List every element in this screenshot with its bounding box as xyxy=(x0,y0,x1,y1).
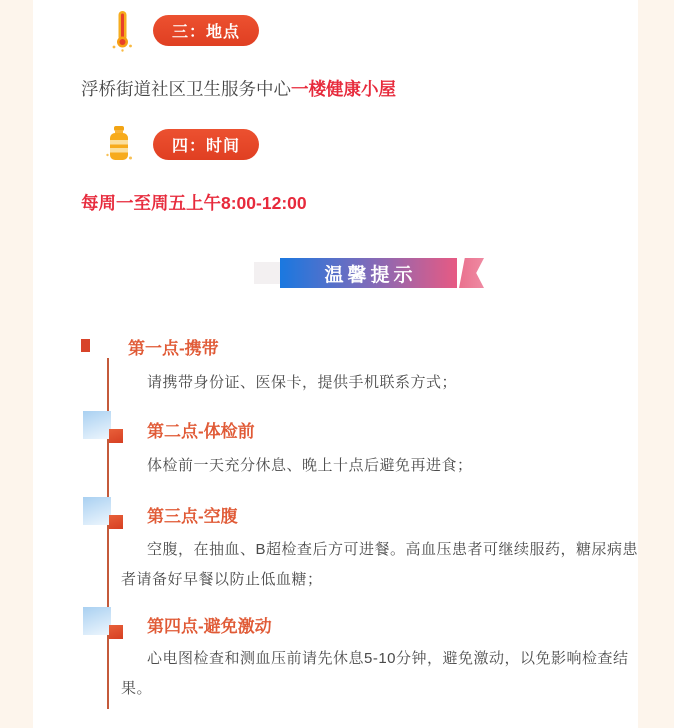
tip-3-body: 空腹，在抽血、B超检查后方可进餐。高血压患者可继续服药，糖尿病患者请备好早餐以防止低血糖； xyxy=(121,541,639,588)
tip-3-marker-blue-square xyxy=(83,497,111,525)
tip-2-body: 体检前一天充分休息、晚上十点后避免再进食； xyxy=(147,457,473,474)
tip-4-title: 第四点-避免激动 xyxy=(147,617,272,636)
section-badge-time xyxy=(153,129,259,160)
section-badge-location xyxy=(153,15,259,46)
banner-shadow xyxy=(254,262,280,284)
location-text xyxy=(81,76,396,101)
tip-2-marker-blue-square xyxy=(83,411,111,439)
tip-3-marker-orange-square xyxy=(109,515,123,529)
tips-banner xyxy=(280,258,457,288)
tip-3-title: 第三点-空腹 xyxy=(147,507,238,526)
section-badge-location-label: 三：地点 xyxy=(171,24,240,41)
tip-4-marker-blue-square xyxy=(83,607,111,635)
location-text-plain: 浮桥街道社区卫生服务中心 xyxy=(81,79,291,99)
location-text-highlight: 一楼健康小屋 xyxy=(291,79,396,99)
section-badge-time-label: 四：时间 xyxy=(171,138,240,155)
tip-1-body: 请携带身份证、医保卡，提供手机联系方式； xyxy=(147,374,458,391)
tip-1-marker-square xyxy=(81,339,90,352)
tip-2-marker-orange-square xyxy=(109,429,123,443)
tip-2-title: 第二点-体检前 xyxy=(147,422,255,441)
bottle-icon xyxy=(103,125,135,163)
tips-banner-label: 温馨提示 xyxy=(324,264,417,286)
tip-4-body: 心电图检查和测血压前请先休息5-10分钟，避免激动，以免影响检查结果。 xyxy=(121,650,629,697)
time-text: 每周一至周五上午8:00-12:00 xyxy=(81,193,307,213)
tips-banner-ribbon-tail xyxy=(458,258,484,288)
content-card xyxy=(33,0,638,728)
thermometer-icon xyxy=(109,10,135,52)
tip-4-marker-orange-square xyxy=(109,625,123,639)
tip-1-title: 第一点-携带 xyxy=(128,339,219,358)
